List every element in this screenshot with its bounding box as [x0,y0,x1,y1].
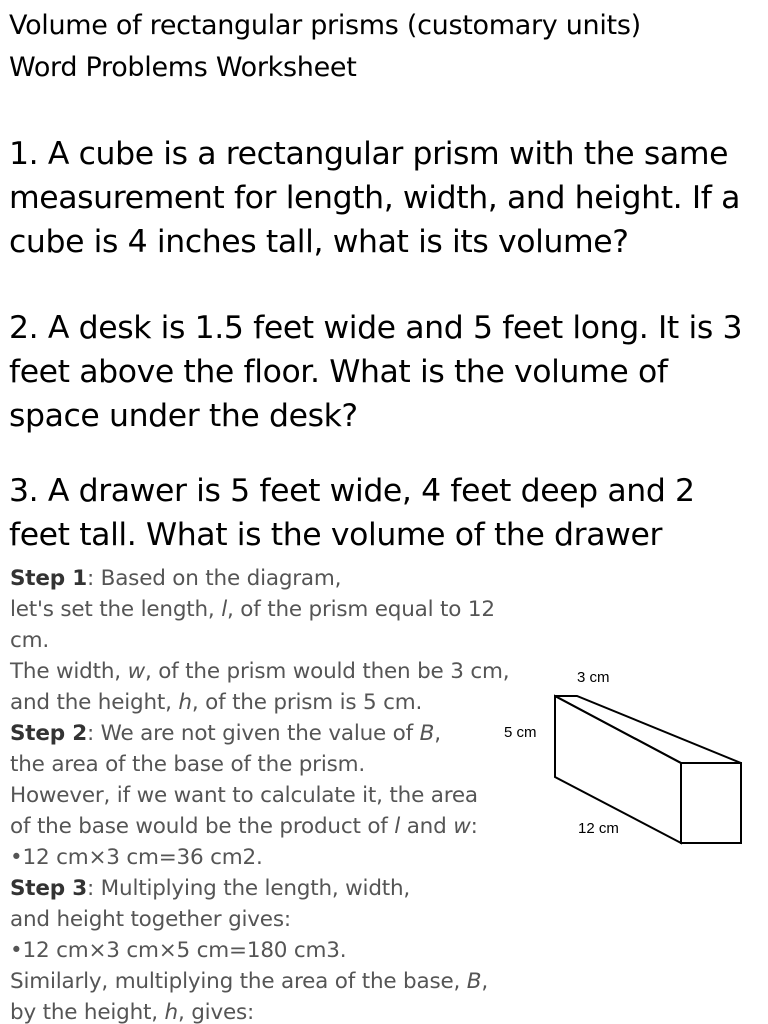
solution-text: : We are not given the value of [86,721,420,746]
step-2-label: Step 2 [10,721,87,746]
solution-text: and [400,814,454,839]
variable-b: B [419,721,435,746]
variable-w: w [127,659,145,684]
question-3 [9,469,761,557]
question-line: measurement for length, width, and height. If a [9,180,740,216]
question-2 [9,306,761,438]
solution-text: cm. [10,628,49,653]
variable-l: l [394,814,401,839]
question-line: feet tall. What is the volume of the drawer [9,517,662,553]
question-line: space under the desk? [9,398,358,434]
solution-text: Similarly, multiplying the area of the base, [10,969,467,994]
calculation-bullet: •12 cm×3 cm×5 cm=180 cm3. [10,938,347,963]
variable-b: B [466,969,482,994]
title-line-2: Word Problems Worksheet [9,52,357,83]
solution-text: , of the prism equal to 12 [226,597,495,622]
calculation-bullet: •12 cm×3 cm=36 cm2. [10,845,263,870]
solution-text: However, if we want to calculate it, the area [10,783,478,808]
step-1-label: Step 1 [10,568,87,591]
solution-text: by the height, [10,1000,165,1024]
question-1 [9,132,761,264]
solution-text: , of the prism is 5 cm. [191,690,423,715]
width-label: 3 cm [577,669,610,686]
solution-text: of the base would be the product of [10,814,395,839]
step-1-text: : Based on the diagram, [86,568,342,591]
question-line: 1. A cube is a rectangular prism with the same [9,136,729,172]
solution-text: The width, [10,659,128,684]
solution-text: the area of the base of the prism. [10,752,365,777]
solution-text: let's set the length, [10,597,222,622]
step-3-label: Step 3 [10,876,87,901]
question-line: 2. A desk is 1.5 feet wide and 5 feet long. It is 3 [9,310,743,346]
question-line: feet above the floor. What is the volume of [9,354,668,390]
solution-steps [10,568,570,1024]
title-line-1: Volume of rectangular prisms (customary units) [9,10,641,41]
solution-text: , [434,721,441,746]
prism-top-face [555,696,741,763]
solution-text: , gives: [177,1000,255,1024]
height-label: 5 cm [504,724,537,741]
solution-text: : [470,814,478,839]
variable-w: w [453,814,471,839]
rectangular-prism-diagram [490,660,760,860]
prism-end-face [681,763,741,843]
solution-text: , [481,969,488,994]
variable-h: h [164,1000,178,1024]
solution-text: and the height, [10,690,179,715]
question-line: cube is 4 inches tall, what is its volume? [9,224,629,260]
solution-text: and height together gives: [10,907,291,932]
variable-l: l [221,597,227,622]
solution-text: , of the prism would then be 3 cm, [144,659,510,684]
length-label: 12 cm [578,820,619,837]
variable-h: h [178,690,192,715]
question-line: 3. A drawer is 5 feet wide, 4 feet deep and 2 [9,473,695,509]
step-3-text: : Multiplying the length, width, [86,876,411,901]
